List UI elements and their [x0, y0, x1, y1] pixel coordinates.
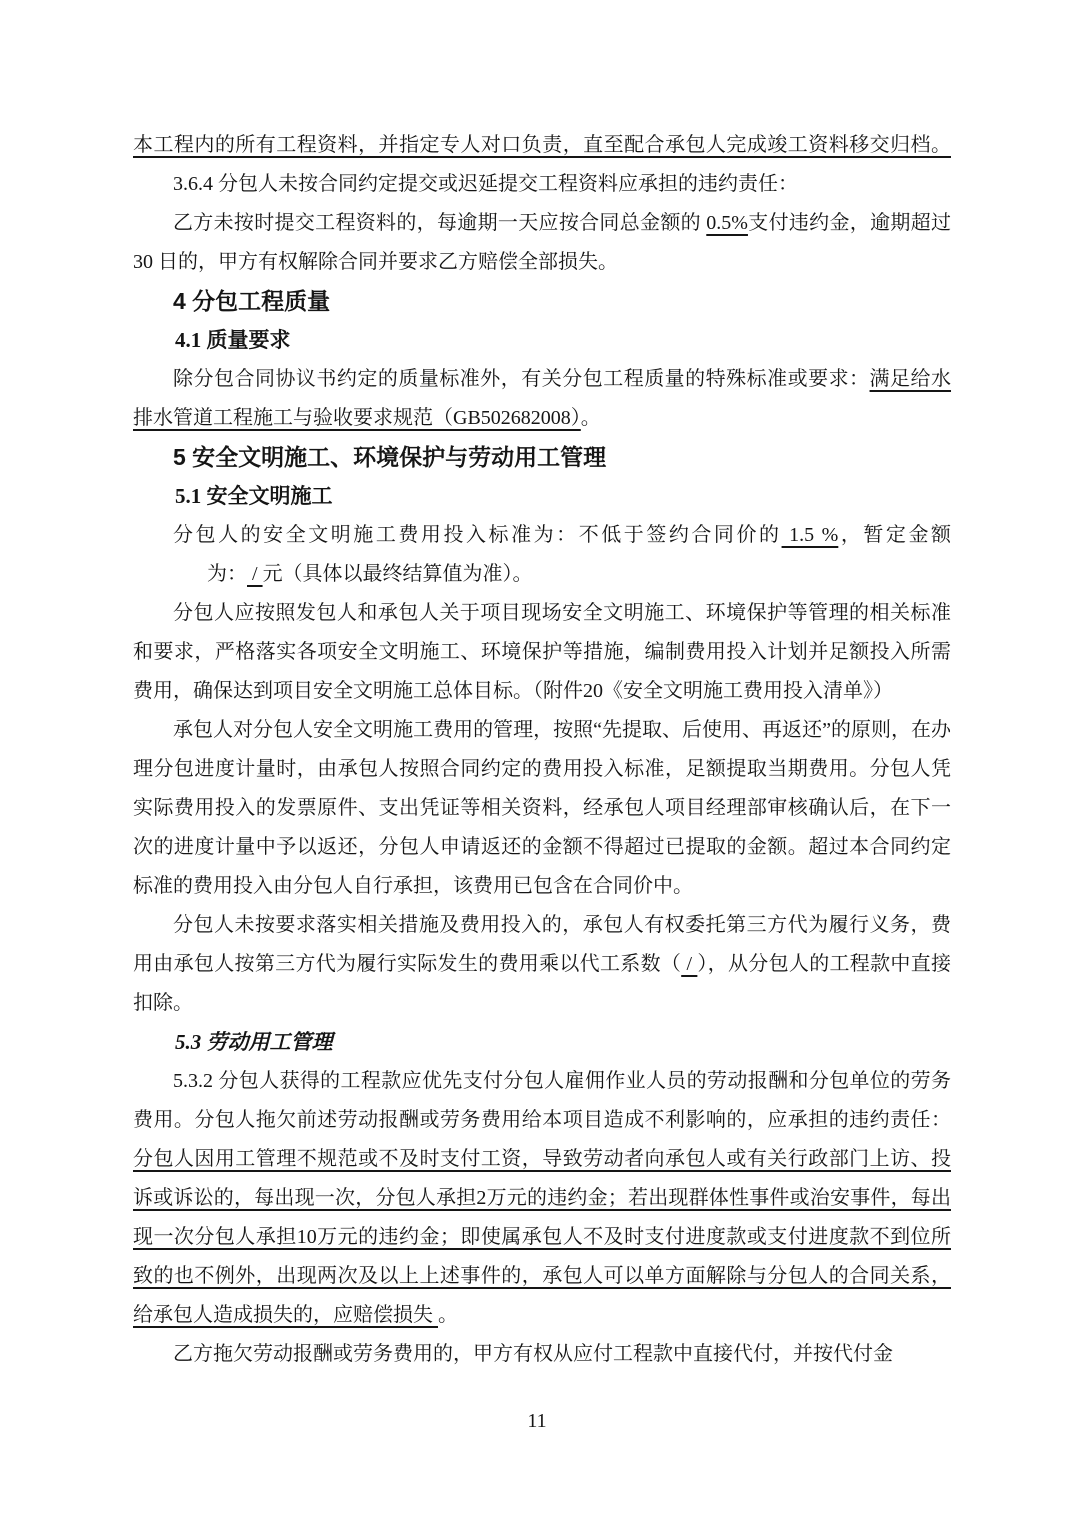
text-run: ），从分包人的工程款中直接扣除。 — [133, 953, 952, 1014]
underlined-text-run: 分包人因用工管理不规范或不及时支付工资，导致劳动者向承包人或有关行政部门上访、投诉或诉讼的，每出现一次，分包人承担2万元的违约金；若出现群体性事件或治安事件，每出现一次分包人承担10万元的违约金；即使属承包人不及时支付进度款或支付进度款不到位所致的也不例外，出现两次及以上上述事件的，承包人可以单方面解除与分包人的合同关系，给承包人造成损失的，应赔偿损失 — [133, 1148, 951, 1326]
document-page-body — [133, 126, 951, 1374]
text-run: 乙方未按时提交工程资料的，每逾期一天应按合同总金额的 — [173, 212, 707, 234]
text-run: 3.6.4 分包人未按合同约定提交或迟延提交工程资料应承担的违约责任： — [173, 173, 798, 195]
clause-safety-measures — [133, 594, 951, 711]
text-run: 5.1 安全文明施工 — [175, 484, 333, 508]
clause-5-3-2-labor-payment — [133, 1062, 951, 1335]
text-run: 为： — [207, 563, 247, 585]
heading-5-1-safe-civilized-construction — [133, 477, 951, 516]
heading-4-quality — [133, 282, 951, 321]
text-run: 4 分包工程质量 — [173, 288, 331, 314]
text-run: 5.3 劳动用工管理 — [175, 1030, 333, 1054]
text-run: 除分包合同协议书约定的质量标准外，有关分包工程质量的特殊标准或要求： — [173, 368, 870, 390]
clause-safety-fee-management — [133, 711, 951, 906]
clause-safety-fee-rate — [133, 516, 951, 555]
text-run: 5.3.2 分包人获得的工程款应优先支付分包人雇佣作业人员的劳动报酬和分包单位的劳务费用。分包人拖欠前述劳动报酬或劳务费用给本项目造成不利影响的，应承担的违约责任： — [133, 1070, 951, 1131]
text-run: 分包人的安全文明施工费用投入标准为：不低于签约合同价的 — [173, 524, 782, 546]
text-run: 4.1 质量要求 — [175, 328, 291, 352]
continued-paragraph-archives — [133, 126, 951, 165]
text-run: 支付违约金，逾期超过 30 日的，甲方有权解除合同并要求乙方赔偿全部损失。 — [133, 212, 952, 273]
clause-wage-withholding — [133, 1335, 951, 1374]
text-run: 元（具体以最终结算值为准）。 — [262, 563, 533, 585]
text-run: 5 安全文明施工、环境保护与劳动用工管理 — [173, 444, 607, 470]
text-run: ，暂定金额 — [838, 524, 952, 546]
heading-5-safety — [133, 438, 951, 477]
underlined-text-run: 0.5% — [706, 212, 748, 234]
text-run: 分包人未按要求落实相关措施及费用投入的，承包人有权委托第三方代为履行义务，费用由承包人按第三方代为履行实际发生的费用乘以代工系数（ — [133, 914, 951, 975]
clause-3-6-4-penalty — [133, 204, 951, 282]
heading-5-3-labor-management — [133, 1023, 951, 1062]
underlined-text-run: 本工程内的所有工程资料，并指定专人对口负责，直至配合承包人完成竣工资料移交归档。 — [133, 134, 951, 156]
text-run: 承包人对分包人安全文明施工费用的管理，按照“先提取、后使用、再返还”的原则，在办理分包进度计量时，由承包人按照合同约定的费用投入标准，足额提取当期费用。分包人凭实际费用投入的发票原件、支出凭证等相关资料，经承包人项目经理部审核确认后，在下一次的进度计量中予以返还，分包人申请返还的金额不得超过已提取的金额。超过本合同约定标准的费用投入由分包人自行承担，该费用已包含在合同价中。 — [133, 719, 951, 897]
clause-third-party-performance — [133, 906, 951, 1023]
text-run: 。 — [580, 407, 601, 429]
clause-quality-standard — [133, 360, 951, 438]
text-run: 乙方拖欠劳动报酬或劳务费用的，甲方有权从应付工程款中直接代付，并按代付金 — [173, 1343, 893, 1365]
text-run: 。 — [438, 1304, 458, 1326]
clause-3-6-4 — [133, 165, 951, 204]
underlined-text-run: 1.5 % — [781, 524, 839, 546]
clause-safety-fee-amount — [207, 555, 951, 594]
underlined-text-run: / — [247, 563, 263, 585]
underlined-text-run: / — [681, 953, 698, 975]
page-number: 11 — [527, 1410, 547, 1432]
underlined-text-run: 满足给水排水管道工程施工与验收要求规范（GB502682008） — [133, 368, 952, 429]
text-run: 分包人应按照发包人和承包人关于项目现场安全文明施工、环境保护等管理的相关标准和要求，严格落实各项安全文明施工、环境保护等措施，编制费用投入计划并足额投入所需费用，确保达到项目安全文明施工总体目标。（附件20《安全文明施工费用投入清单》） — [133, 602, 951, 702]
heading-4-1-quality-requirements — [133, 321, 951, 360]
